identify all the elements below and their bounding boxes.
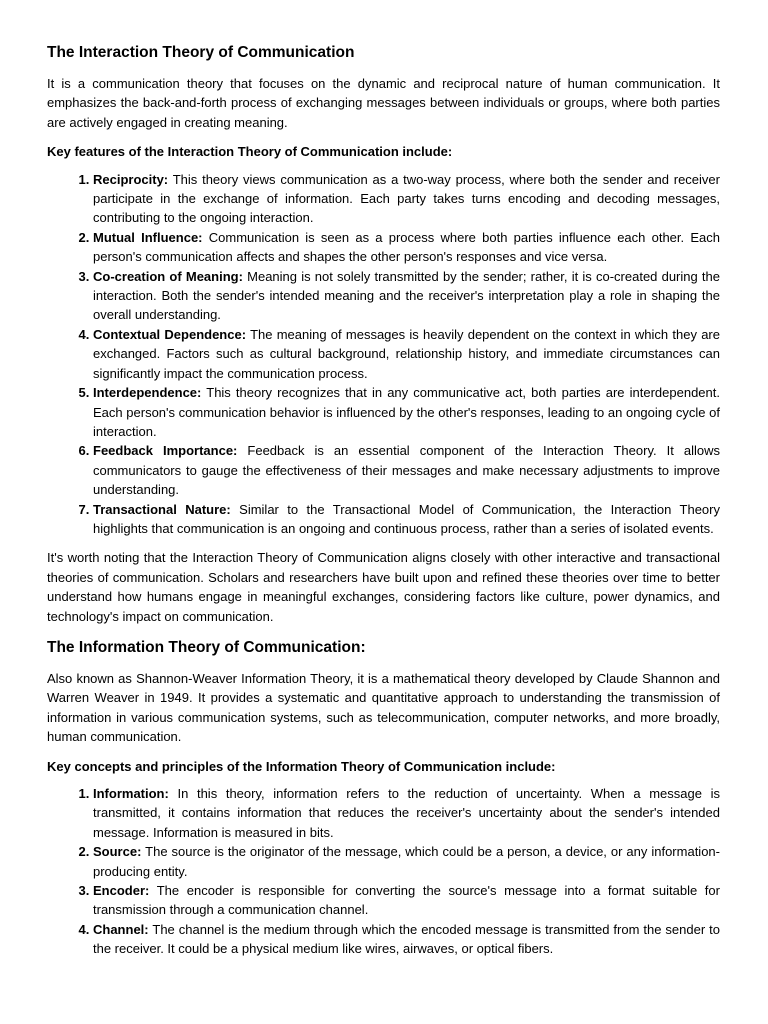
key-concepts-lead: Key concepts and principles of the Information Theory of Communication include:	[47, 758, 556, 774]
list-item	[93, 383, 720, 441]
list-item	[93, 881, 720, 920]
list-item-term: Reciprocity:	[93, 171, 169, 187]
list-item-term: Interdependence:	[93, 385, 202, 401]
section-closing-interaction: It's worth noting that the Interaction Theory of Communication aligns closely with other interactive and transactional theories of communication. Scholars and researchers have built upon and refined these theories over time to better understand how humans engage in meaningful exchanges, considering factors like culture, power dynamics, and technology's impact on communication.	[47, 550, 720, 624]
list-item-term: Source:	[93, 844, 142, 860]
list-item-text: Feedback is an essential component of the Interaction Theory. It allows communicators to gauge the effectiveness of their messages and make necessary adjustments to improve understanding.	[93, 443, 720, 498]
list-item-text: Communication is seen as a process where both parties influence each other. Each person's communication affects and shapes the other person's responses and vice versa.	[93, 229, 720, 265]
list-item-text: The channel is the medium through which the encoded message is transmitted from the sender to the receiver. It could be a physical medium like wires, airwaves, or optical fibers.	[93, 921, 720, 957]
list-item-text: The encoder is responsible for converting the source's message into a format suitable for transmission through a communication channel.	[93, 883, 720, 918]
list-item-term: Co-creation of Meaning:	[93, 268, 243, 284]
list-item	[93, 228, 720, 267]
section-heading-interaction: The Interaction Theory of Communication	[47, 44, 355, 61]
list-item-term: Encoder:	[93, 883, 150, 899]
list-item-text: The meaning of messages is heavily dependent on the context in which they are exchanged. Factors such as cultural background, relationship history, and immediate circumstances can significantly impact the communication process.	[93, 326, 720, 381]
list-item	[93, 842, 720, 881]
section-intro-interaction: It is a communication theory that focuses on the dynamic and reciprocal nature of human communication. It emphasizes the back-and-forth process of exchanging messages between individuals or groups, where both parties are actively engaged in creating meaning.	[47, 76, 720, 130]
list-item-text: In this theory, information refers to the reduction of uncertainty. When a message is transmitted, it contains information that reduces the receiver's uncertainty about the sender's intended message. Information is measured in bits.	[93, 786, 721, 840]
section-intro-information: Also known as Shannon-Weaver Information Theory, it is a mathematical theory developed by Claude Shannon and Warren Weaver in 1949. It provides a systematic and quantitative approach to understanding the transmission of information in various communication systems, such as telecommunication, computer networks, and more broadly, human communication.	[47, 670, 720, 745]
list-item-text: Similar to the Transactional Model of Communication, the Interaction Theory highlights that communication is an ongoing and continuous process, rather than a series of isolated events.	[93, 501, 720, 536]
list-item-text: This theory recognizes that in any communicative act, both parties are interdependent. Each person's communication behavior is influenced by the other's responses, leading to an ongoing cycle of interaction.	[93, 385, 720, 439]
key-features-lead: Key features of the Interaction Theory of Communication include:	[47, 144, 453, 160]
list-item-term: Contextual Dependence:	[93, 326, 247, 342]
key-concepts-list	[47, 784, 720, 959]
section-heading-information: The Information Theory of Communication:	[47, 638, 366, 656]
list-item	[93, 441, 720, 499]
list-item-term: Transactional Nature:	[93, 501, 231, 517]
list-item	[93, 325, 720, 383]
list-item-text: The source is the originator of the message, which could be a person, a device, or any information-producing entity.	[93, 844, 720, 879]
list-item-term: Channel:	[93, 921, 149, 937]
list-item-term: Feedback Importance:	[93, 443, 238, 459]
list-item	[93, 920, 720, 959]
list-item	[93, 170, 720, 228]
list-item	[93, 267, 720, 325]
key-features-list	[47, 170, 720, 539]
list-item-term: Mutual Influence:	[93, 229, 203, 245]
list-item-text: Meaning is not solely transmitted by the sender; rather, it is co-created during the interaction. Both the sender's intended meaning and the receiver's interpretation play a role in shaping the overall understanding.	[93, 268, 720, 323]
list-item	[93, 784, 720, 842]
list-item-term: Information:	[93, 786, 169, 801]
list-item	[93, 500, 720, 539]
list-item-text: This theory views communication as a two-way process, where both the sender and receiver participate in the exchange of information. Each party takes turns encoding and decoding messages, contributing to the ongoing interaction.	[93, 171, 720, 226]
